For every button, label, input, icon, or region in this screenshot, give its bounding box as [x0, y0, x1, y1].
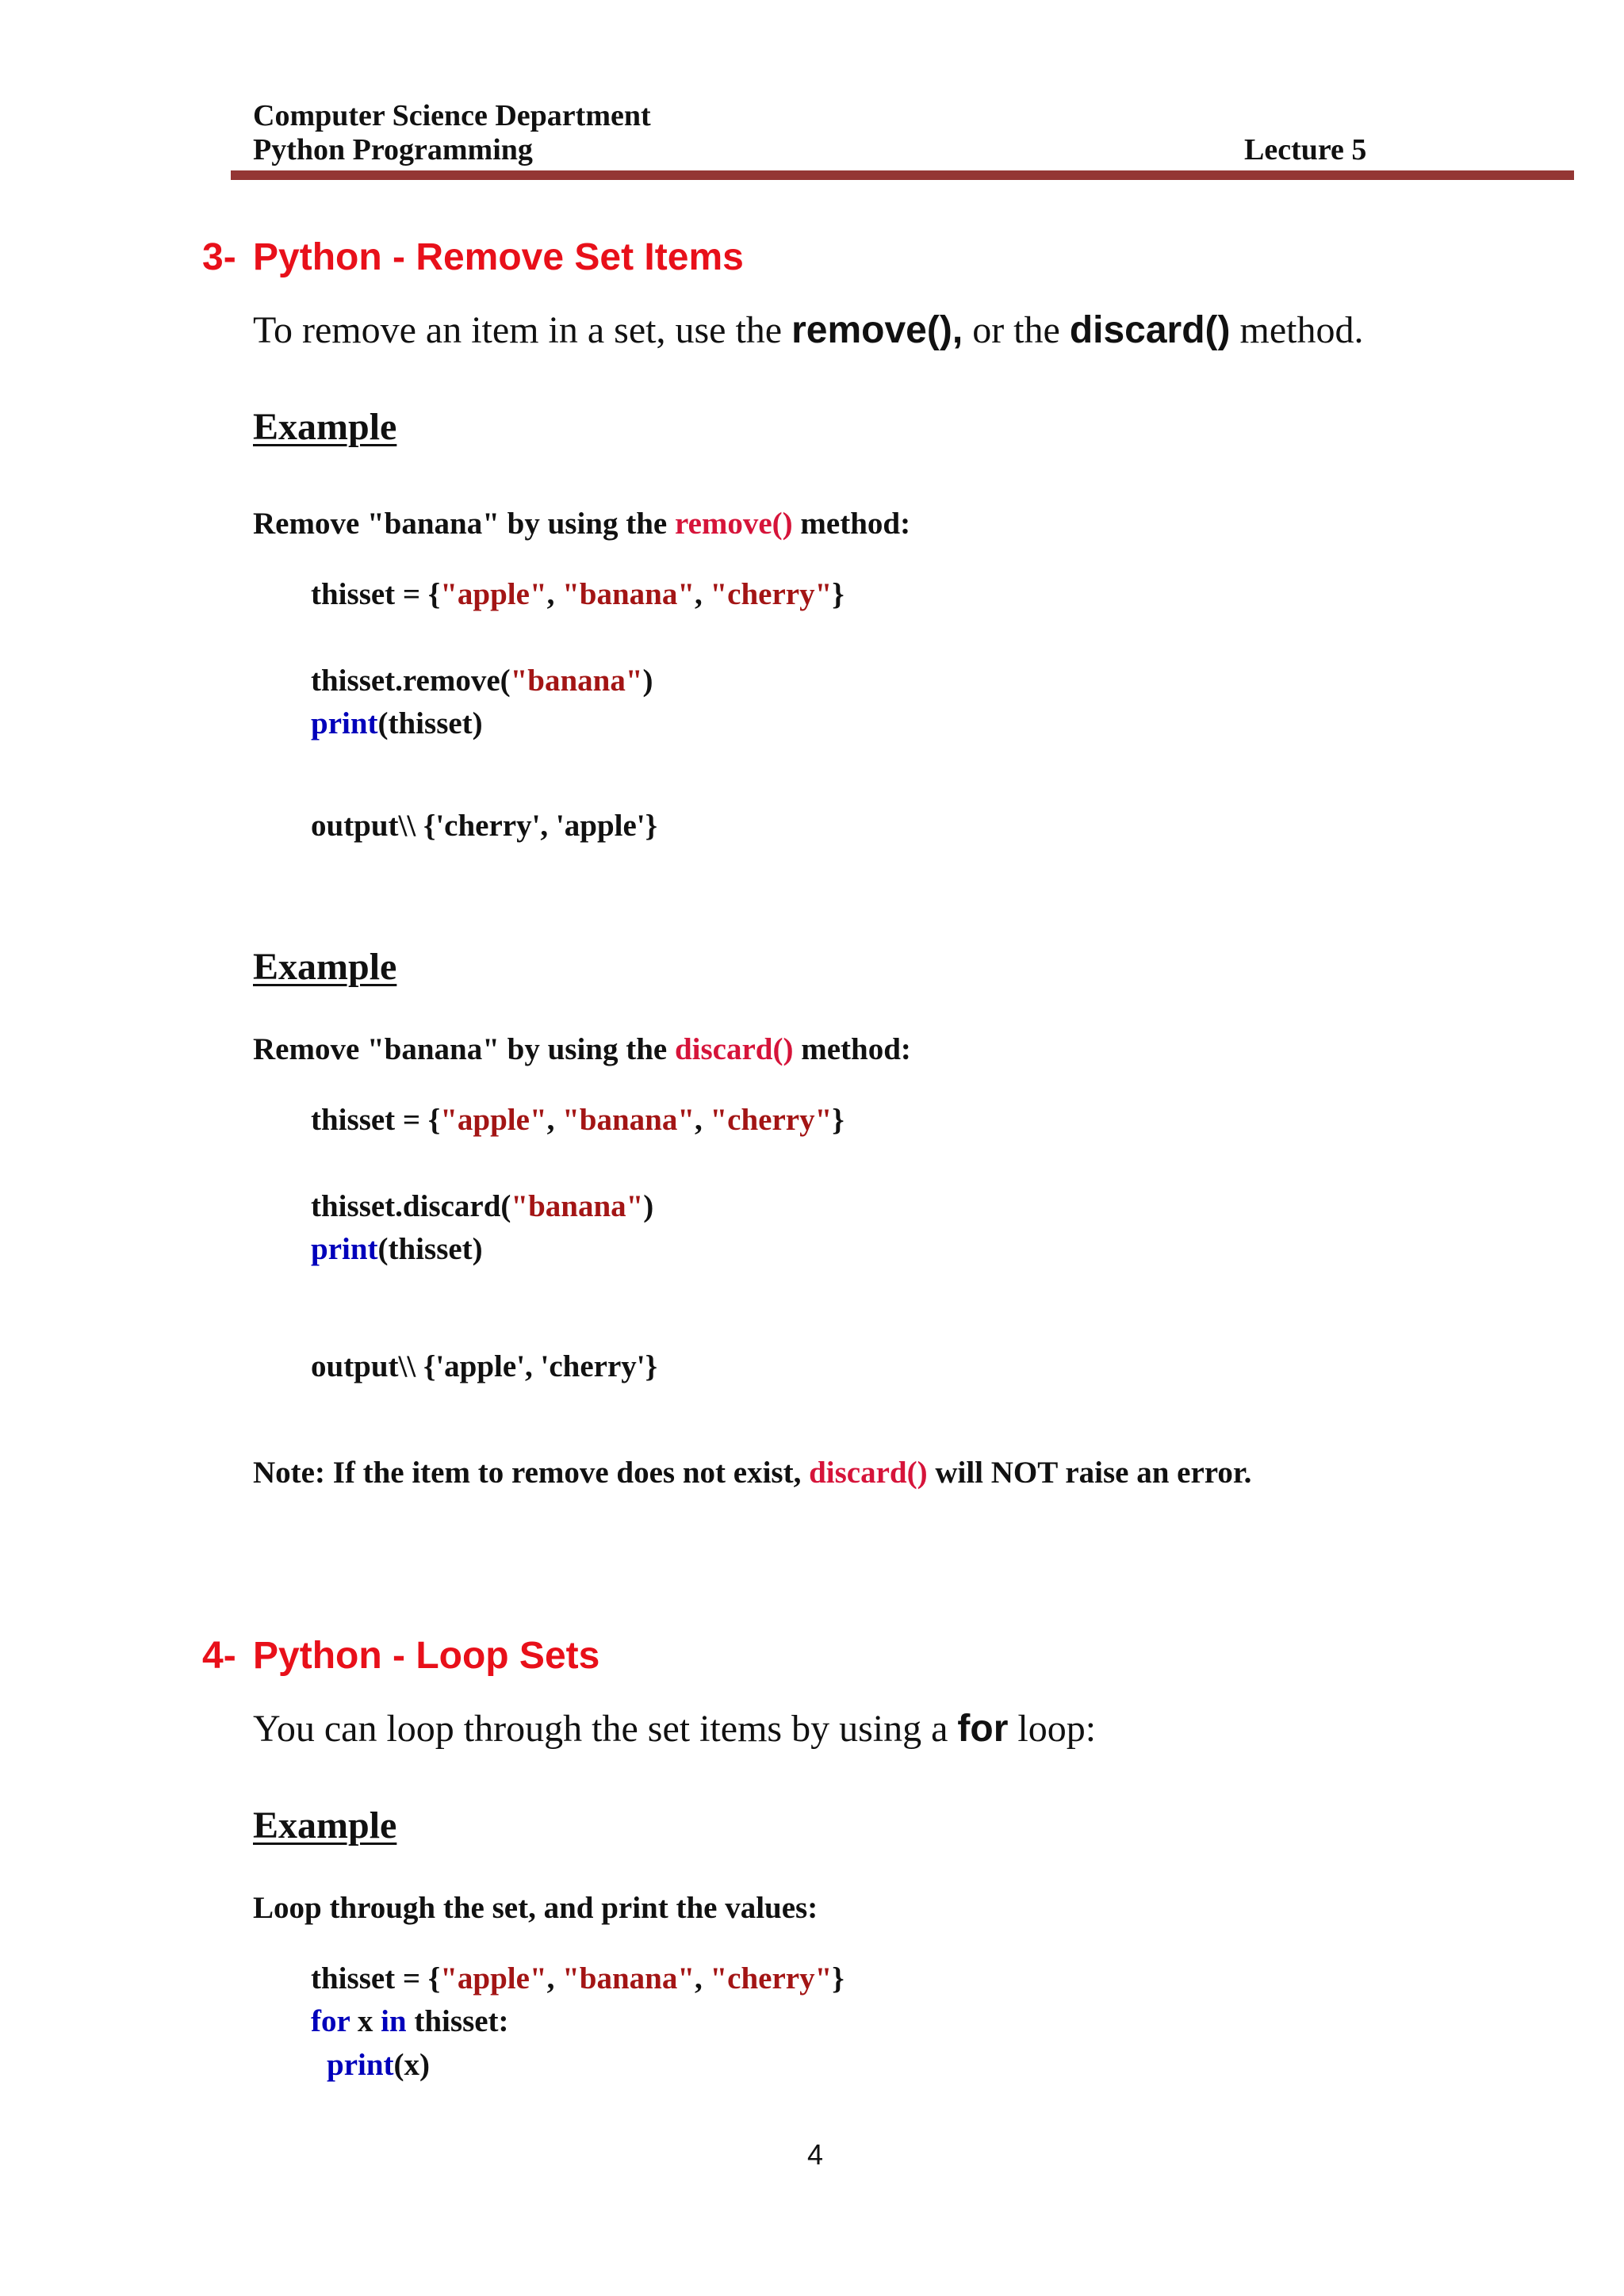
example1-code-print: print(thisset) — [311, 706, 483, 740]
example2-output: output\\ {'apple', 'cherry'} — [311, 1349, 657, 1383]
intro-remove: remove(), — [791, 309, 963, 351]
header-course: Python Programming — [253, 133, 533, 166]
intro-for: for — [957, 1708, 1009, 1750]
section3-intro: To remove an item in a set, use the remove(), or the discard() method. — [253, 309, 1364, 351]
section4-title: Python - Loop Sets — [253, 1635, 600, 1677]
example3-description: Loop through the set, and print the values: — [253, 1891, 818, 1925]
example1-code-line1: thisset = {"apple", "banana", "cherry"} — [311, 577, 845, 611]
section3-number: 3- — [202, 236, 236, 278]
example2-heading: Example — [253, 946, 397, 988]
example3-heading: Example — [253, 1804, 397, 1846]
example2-code-discard: thisset.discard("banana") — [311, 1189, 654, 1223]
section3-note: Note: If the item to remove does not exist, discard() will NOT raise an error. — [253, 1456, 1252, 1490]
example1-heading: Example — [253, 406, 397, 448]
example2-code-print: print(thisset) — [311, 1232, 483, 1266]
example2-description: Remove "banana" by using the discard() method: — [253, 1032, 911, 1066]
intro-discard: discard() — [1069, 309, 1231, 351]
example3-code-line1: thisset = {"apple", "banana", "cherry"} — [311, 1961, 845, 1996]
page-number: 4 — [807, 2138, 824, 2171]
example3-code-print: print(x) — [327, 2048, 430, 2082]
example3-code-for: for x in thisset: — [311, 2004, 509, 2038]
section4-number: 4- — [202, 1635, 236, 1677]
section3-title: Python - Remove Set Items — [253, 236, 744, 278]
section4-intro: You can loop through the set items by using a for loop: — [253, 1708, 1097, 1750]
example1-output: output\\ {'cherry', 'apple'} — [311, 809, 657, 843]
example1-code-remove: thisset.remove("banana") — [311, 664, 653, 698]
header-lecture: Lecture 5 — [1244, 133, 1367, 166]
header-department: Computer Science Department — [253, 99, 651, 132]
header-rule — [231, 170, 1574, 180]
example2-code-line1: thisset = {"apple", "banana", "cherry"} — [311, 1103, 845, 1137]
example1-description: Remove "banana" by using the remove() method: — [253, 507, 911, 541]
